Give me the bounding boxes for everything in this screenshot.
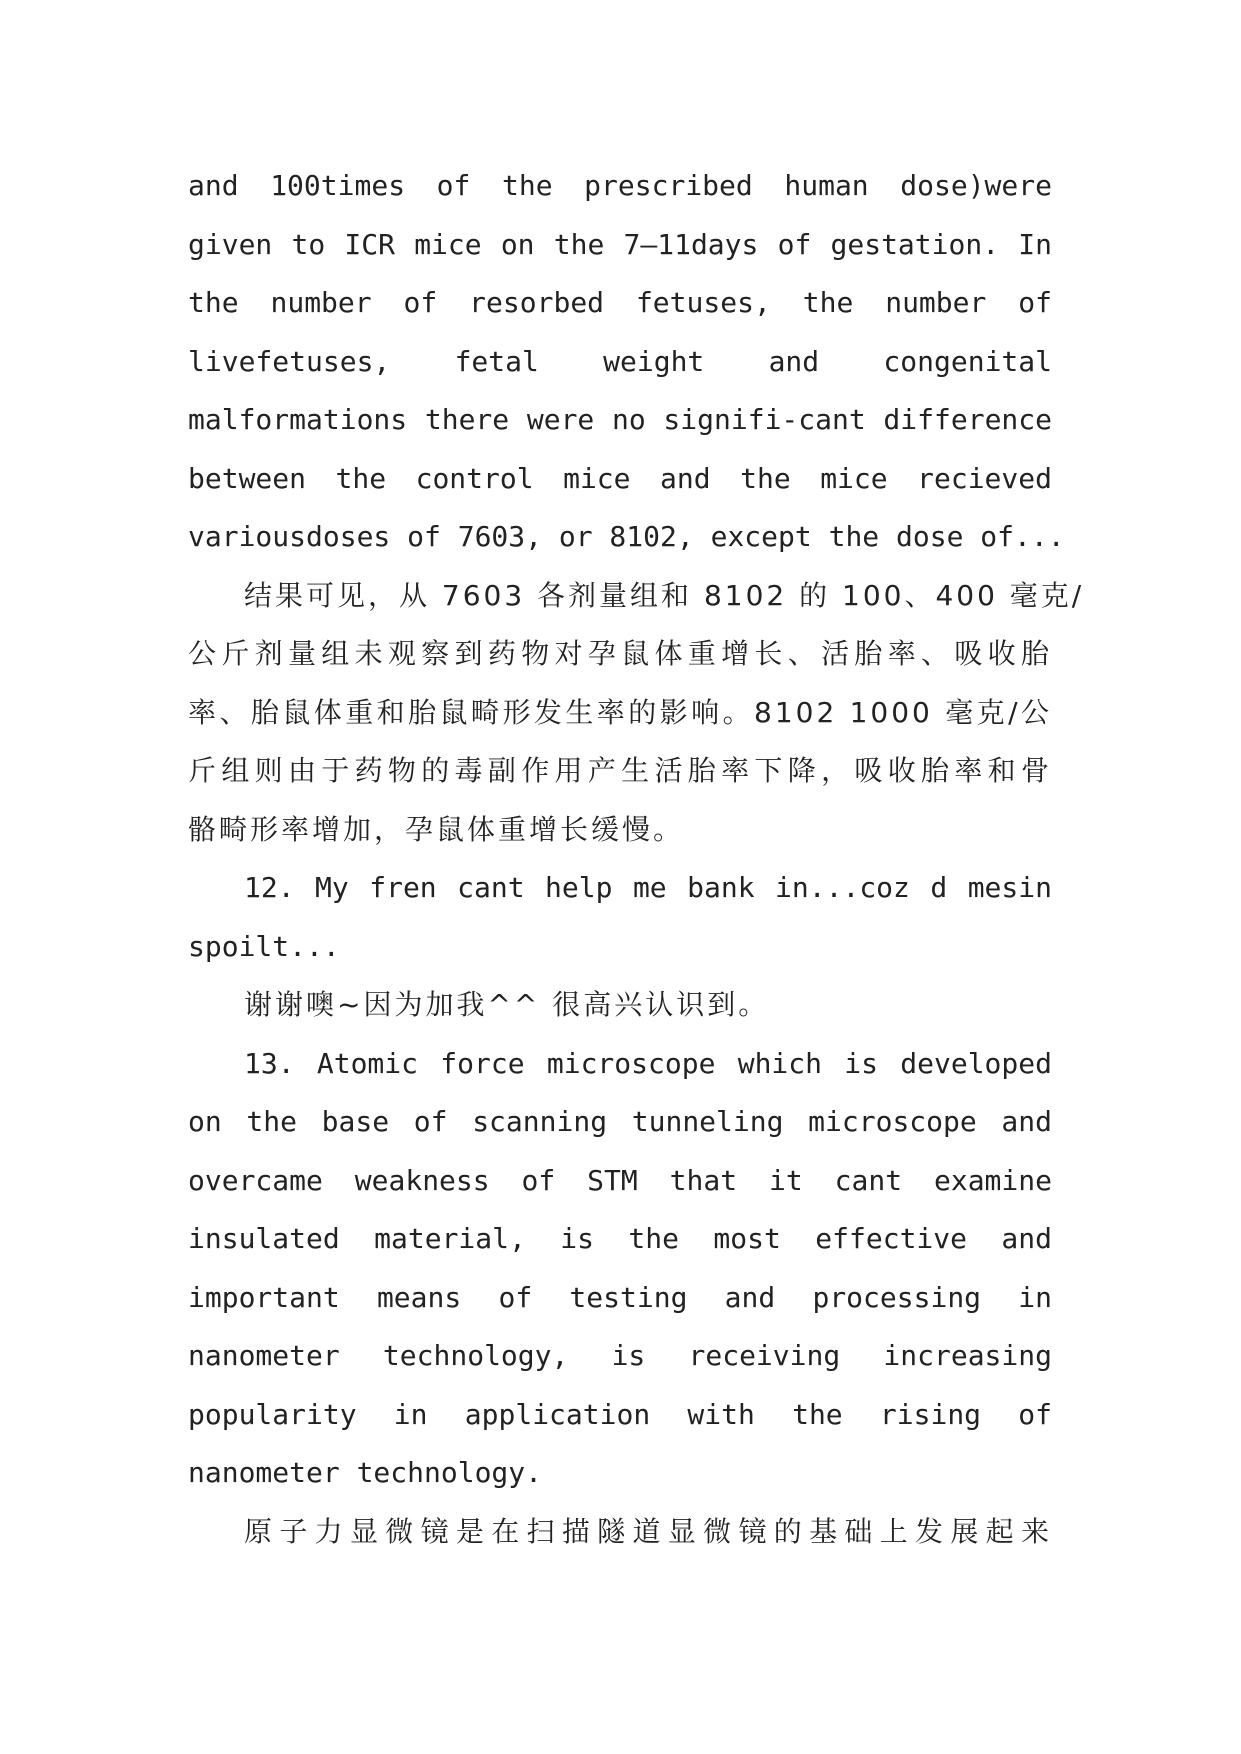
- text-line: malformations there were no signifi-cant difference: [188, 403, 1052, 436]
- text-line: between the control mice and the mice recieved: [188, 461, 1052, 495]
- text-line: 骼畸形率增加，孕鼠体重增长缓慢。: [188, 812, 685, 846]
- text-line: 12. My fren cant help me bank in...coz d mesin: [244, 871, 1052, 904]
- paragraph-chinese-results: [188, 567, 1085, 860]
- paragraph-example-12-translation: [188, 976, 1052, 1035]
- text-line: livefetuses, fetal weight and congenital: [188, 344, 1052, 378]
- text-line: 谢谢噢~因为加我^^ 很高兴认识到。: [244, 988, 770, 1021]
- paragraph-example-12: [188, 859, 1052, 976]
- text-line: and 100times of the prescribed human dose)were: [188, 169, 1052, 202]
- text-line: 率、胎鼠体重和胎鼠畸形发生率的影响。8102 1000 毫克/公: [188, 695, 1052, 729]
- text-line: overcame weakness of STM that it cant examine: [188, 1163, 1052, 1197]
- text-line: given to ICR mice on the 7—11days of gestation. In: [188, 227, 1052, 261]
- text-line: insulated material, is the most effective and: [188, 1222, 1052, 1255]
- text-line: 公斤剂量组未观察到药物对孕鼠体重增长、活胎率、吸收胎: [188, 637, 1052, 670]
- paragraph-english-abstract: [188, 157, 1065, 567]
- text-line: 结果可见，从 7603 各剂量组和 8102 的 100、400 毫克/: [244, 578, 1085, 612]
- paragraph-example-13-translation: [188, 1503, 1052, 1562]
- text-line: nanometer technology, is receiving increasing: [188, 1339, 1052, 1372]
- paragraph-example-13: [188, 1035, 1052, 1503]
- text-line: 斤组则由于药物的毒副作用产生活胎率下降，吸收胎率和骨: [188, 754, 1052, 787]
- text-line: important means of testing and processing in: [188, 1280, 1052, 1314]
- text-line: on the base of scanning tunneling microscope and: [188, 1105, 1052, 1138]
- text-line: 13. Atomic force microscope which is developed: [244, 1046, 1052, 1080]
- text-line: the number of resorbed fetuses, the number of: [188, 286, 1052, 319]
- text-line: popularity in application with the rising of: [188, 1397, 1052, 1431]
- document-body: [188, 157, 1085, 1561]
- text-line: variousdoses of 7603, or 8102, except the dose of...: [188, 520, 1065, 553]
- text-line: spoilt...: [188, 929, 340, 963]
- text-line: 原子力显微镜是在扫描隧道显微镜的基础上发展起来: [244, 1514, 1052, 1548]
- text-line: nanometer technology.: [188, 1456, 543, 1489]
